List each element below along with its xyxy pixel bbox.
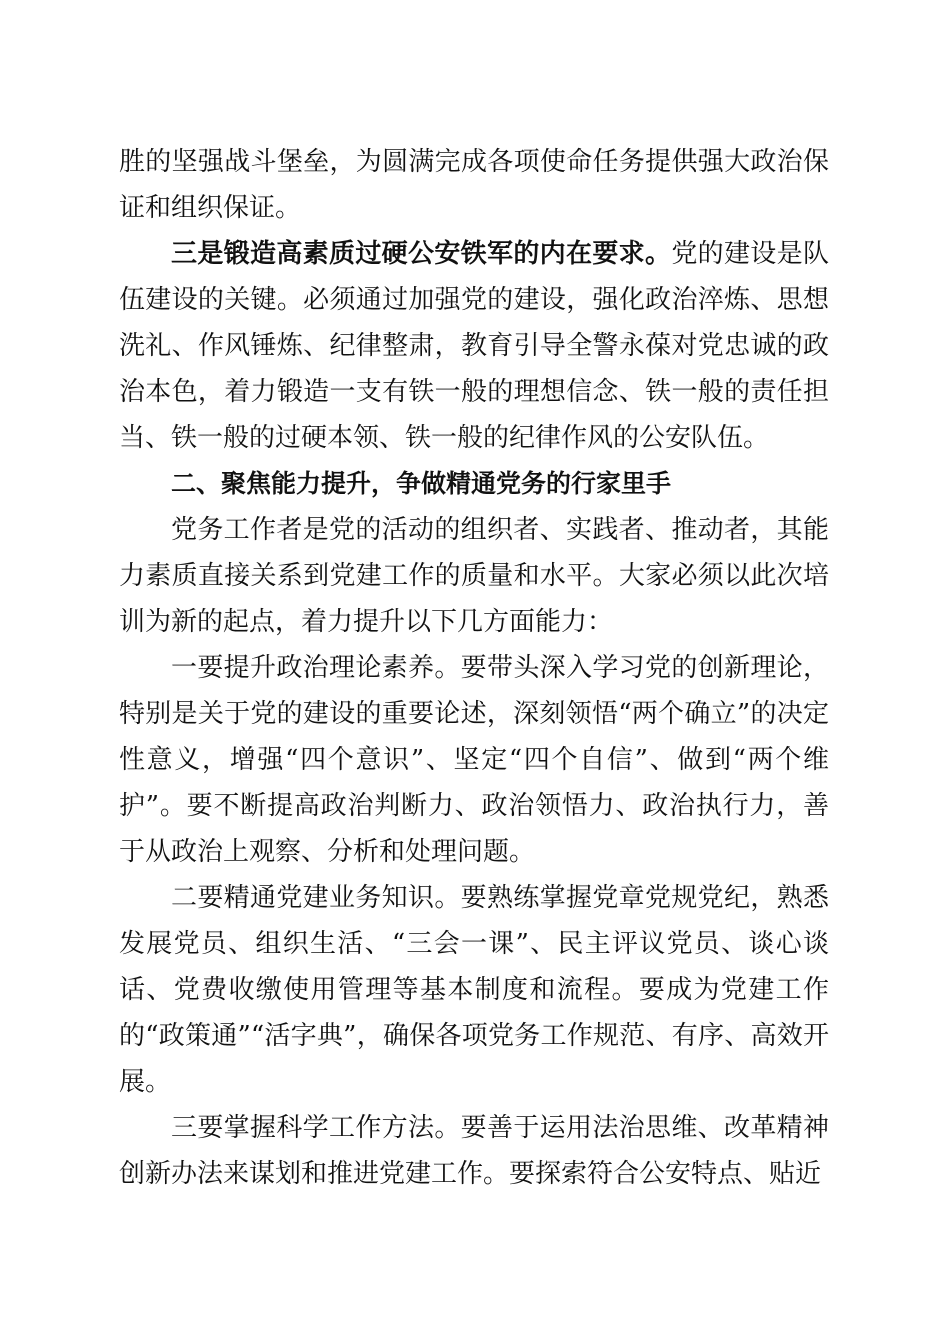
paragraph-item-three: 三要掌握科学工作方法。要善于运用法治思维、改革精神创新办法来谋划和推进党建工作。要探索符合公安特点、贴近 <box>119 1113 829 1189</box>
paragraph-body: 党的建设是队伍建设的关键。必须通过加强党的建设，强化政治淬炼、思想洗礼、作风锤炼、纪律整肃，教育引导全警永葆对党忠诚的政治本色，着力锻造一支有铁一般的理想信念、铁一般的责任担当、铁一般的过硬本领、铁一般的纪律作风的公安队伍。 <box>119 239 829 453</box>
paragraph-continuation: 胜的坚强战斗堡垒，为圆满完成各项使命任务提供强大政治保证和组织保证。 <box>119 147 829 223</box>
paragraph-item-one: 一要提升政治理论素养。要带头深入学习党的创新理论，特别是关于党的建设的重要论述，深刻领悟“两个确立”的决定性意义，增强“四个意识”、坚定“四个自信”、做到“两个维护”。要不断提高政治判断力、政治领悟力、政治执行力，善于从政治上观察、分析和处理问题。 <box>119 653 829 867</box>
paragraph-intro: 党务工作者是党的活动的组织者、实践者、推动者，其能力素质直接关系到党建工作的质量和水平。大家必须以此次培训为新的起点，着力提升以下几方面能力： <box>119 515 829 637</box>
paragraph-point-three <box>119 231 829 461</box>
paragraph-item-two: 二要精通党建业务知识。要熟练掌握党章党规党纪，熟悉发展党员、组织生活、“三会一课”、民主评议党员、谈心谈话、党费收缴使用管理等基本制度和流程。要成为党建工作的“政策通”“活字典”，确保各项党务工作规范、有序、高效开展。 <box>119 883 829 1097</box>
document-page <box>119 139 829 1197</box>
paragraph-lead: 三是锻造高素质过硬公安铁军的内在要求。 <box>171 239 672 269</box>
section-heading: 二、聚焦能力提升，争做精通党务的行家里手 <box>171 469 672 498</box>
